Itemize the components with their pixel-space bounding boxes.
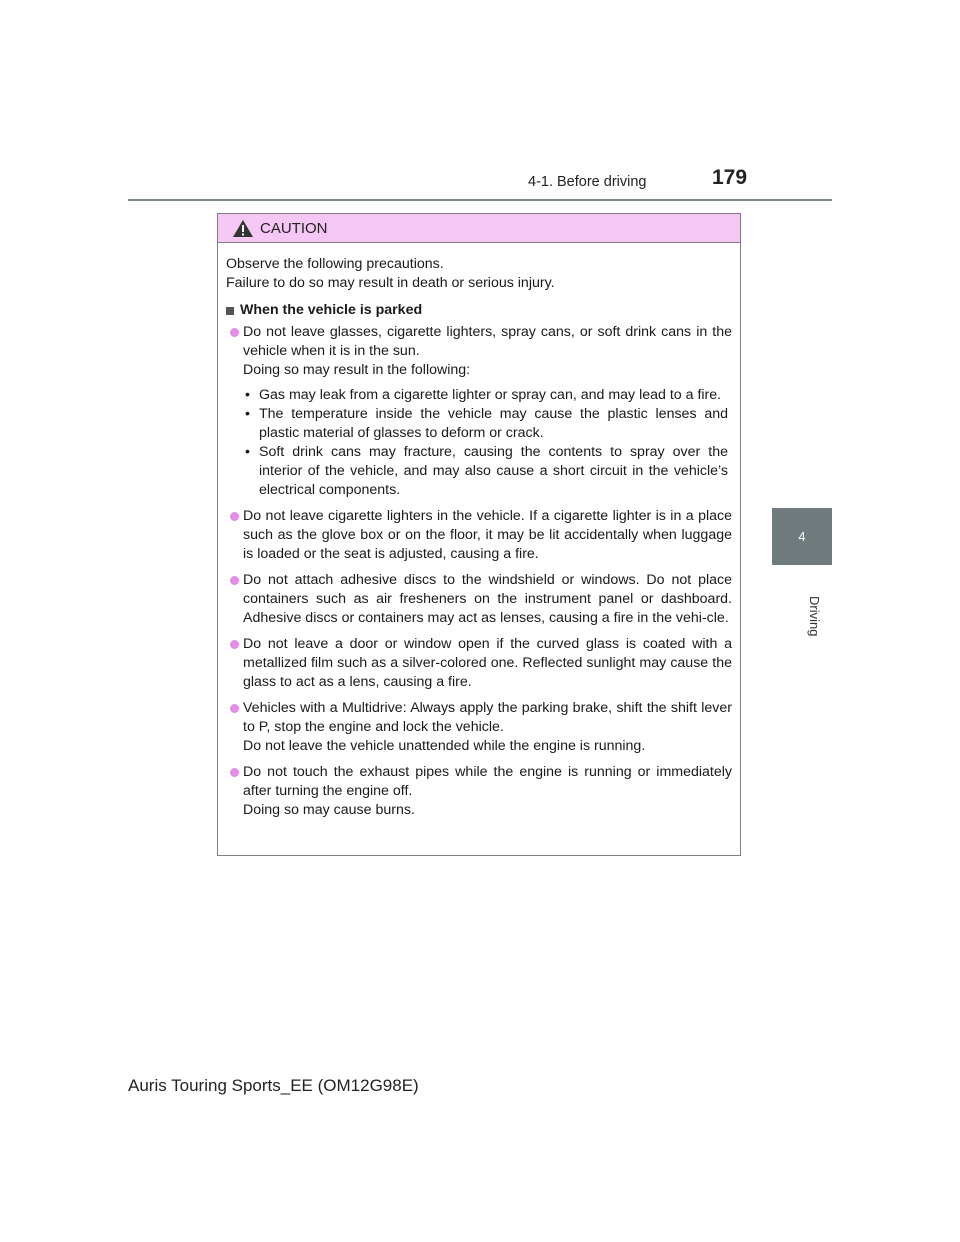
item-line: Do not touch the exhaust pipes while the engine is running or immediately after turning the engine off. (243, 764, 732, 799)
list-item (226, 323, 732, 500)
sub-item-text: Soft drink cans may fracture, causing the contents to spray over the interior of the vehicle, and may also cause a short circuit in the vehicle’s electrical components. (259, 444, 728, 498)
sub-bullet-icon: • (245, 406, 250, 422)
item-line: Do not leave the vehicle unattended while the engine is running. (243, 738, 646, 754)
section-title (226, 301, 732, 320)
chapter-tab (772, 508, 832, 565)
header-section-title: 4-1. Before driving (528, 174, 647, 190)
caution-title: CAUTION (260, 219, 328, 237)
item-line: Do not leave glasses, cigarette lighters, spray cans, or soft drink cans in the vehicle when it is in the sun. (243, 324, 732, 359)
list-item (226, 763, 732, 820)
sub-bullet-icon: • (245, 444, 250, 460)
sub-bullet-icon: • (245, 387, 250, 403)
page-number: 179 (712, 166, 748, 189)
sub-list-item (243, 405, 732, 443)
bullet-dot-icon (230, 328, 239, 337)
sub-list-item (243, 443, 732, 500)
list-item (226, 699, 732, 756)
bullet-dot-icon (230, 768, 239, 777)
item-line: Doing so may cause burns. (243, 802, 415, 818)
intro-line: Failure to do so may result in death or serious injury. (226, 275, 555, 291)
sub-list (243, 380, 732, 500)
item-line: Do not leave cigarette lighters in the vehicle. If a cigarette lighter is in a place such as the glove box or on the floor, it may be lit accidentally when luggage is loaded or the seat is adjusted, causing a fire. (243, 508, 732, 562)
sub-list-item (243, 386, 732, 405)
caution-intro (226, 255, 732, 293)
caution-box (217, 213, 741, 856)
bullet-dot-icon (230, 576, 239, 585)
intro-line: Observe the following precautions. (226, 256, 444, 272)
list-item (226, 635, 732, 692)
list-item (226, 571, 732, 628)
bullet-dot-icon (230, 704, 239, 713)
item-line: Do not attach adhesive discs to the windshield or windows. Do not place containers such as air fresheners on the instrument panel or dashboard. Adhesive discs or containers may act as lenses, causing a fire in the vehi-cle. (243, 572, 732, 626)
chapter-tab-label: Driving (807, 596, 822, 637)
item-line: Do not leave a door or window open if the curved glass is coated with a metallized film such as a silver-colored one. Reflected sunlight may cause the glass to act as a lens, causing a fire. (243, 636, 732, 690)
footer-model-name: Auris Touring Sports_EE (OM12G98E) (128, 1076, 419, 1095)
header-rule (128, 199, 832, 201)
caution-body (218, 243, 740, 820)
item-line: Doing so may result in the following: (243, 362, 471, 378)
chapter-tab-number: 4 (798, 529, 806, 544)
list-item (226, 507, 732, 564)
square-bullet-icon (226, 307, 234, 315)
warning-triangle-icon (232, 219, 254, 238)
item-line: Vehicles with a Multidrive: Always apply the parking brake, shift the shift lever to P, stop the engine and lock the vehicle. (243, 700, 732, 735)
bullet-dot-icon (230, 640, 239, 649)
bullet-dot-icon (230, 512, 239, 521)
sub-item-text: Gas may leak from a cigarette lighter or spray can, and may lead to a fire. (259, 387, 722, 403)
section-title-text: When the vehicle is parked (240, 302, 423, 318)
caution-header (218, 214, 740, 243)
sub-item-text: The temperature inside the vehicle may cause the plastic lenses and plastic material of glasses to deform or crack. (259, 406, 728, 441)
